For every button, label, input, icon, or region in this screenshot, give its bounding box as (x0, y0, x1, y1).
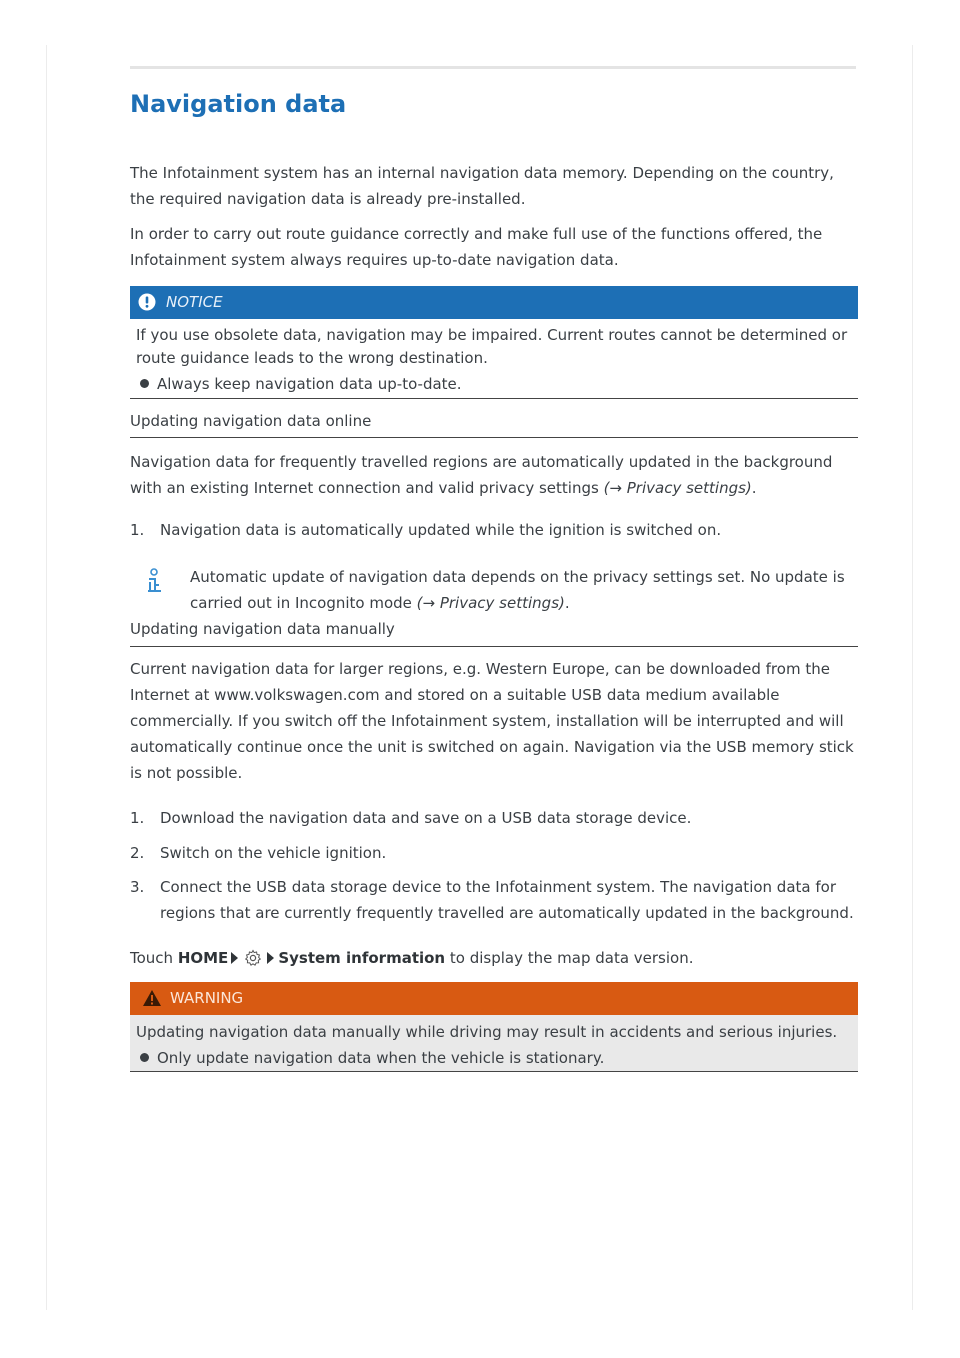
manual-step-number-1: 1. (130, 809, 145, 827)
manual-step-text-1: Download the navigation data and save on a USB data storage device. (160, 809, 692, 827)
manual-step-number-3: 3. (130, 878, 145, 896)
manual-step-text-3: Connect the USB data storage device to the Infotainment system. The navigation data for regions that are currently frequently travelled are automatically updated in the background. (160, 878, 854, 922)
intro-paragraph-2: In order to carry out route guidance correctly and make full use of the functions offered, the Infotainment system always requires up-to-date navigation data. (130, 225, 823, 269)
warning-bullet (140, 1047, 604, 1070)
bullet-dot (140, 1053, 149, 1062)
home-button-label[interactable]: HOME (177, 949, 229, 967)
section-rule-online (130, 437, 858, 438)
online-step-text-1: Navigation data is automatically updated while the ignition is switched on. (160, 521, 722, 539)
notice-bottom-rule (130, 398, 858, 399)
notice-bullet-text: Always keep navigation data up-to-date. (157, 375, 462, 393)
info-privacy-settings-link[interactable]: (→ Privacy settings) (416, 594, 565, 612)
notice-text: If you use obsolete data, navigation may be impaired. Current routes cannot be determined or route guidance leads to the wrong destination. (136, 326, 848, 367)
manual-paragraph: Current navigation data for larger regions, e.g. Western Europe, can be downloaded from the Internet at www.volkswagen.com and stored on a suitable USB data medium available commercially. If you switch off the Infotainment system, installation will be interrupted and will automatically continue once the unit is switched on again. Navigation via the USB memory stick is not possible. (130, 660, 854, 782)
info-note (190, 564, 858, 616)
bullet-dot (140, 379, 149, 388)
section-title-online: Updating navigation data online (130, 412, 372, 430)
chevron-right-icon (231, 952, 238, 964)
page-margin-left (46, 45, 47, 1310)
online-paragraph-end: . (751, 479, 757, 497)
warning-body (130, 1015, 858, 1072)
gear-icon[interactable] (244, 949, 262, 967)
notice-bullet (140, 373, 462, 396)
warning-label: WARNING (170, 989, 244, 1007)
touch-prefix: Touch (130, 949, 178, 967)
info-note-end: . (564, 594, 570, 612)
privacy-settings-link[interactable]: (→ Privacy settings) (603, 479, 752, 497)
manual-step-number-2: 2. (130, 844, 145, 862)
intro-paragraph-1: The Infotainment system has an internal navigation data memory. Depending on the country, the required navigation data is already pre-installed. (130, 164, 834, 208)
touch-suffix: to display the map data version. (445, 949, 694, 967)
warning-triangle-icon (142, 989, 162, 1007)
notice-header (130, 286, 858, 319)
manual-step-text-2: Switch on the vehicle ignition. (160, 844, 387, 862)
section-rule-manual (130, 646, 858, 647)
online-paragraph-text: Navigation data for frequently travelled regions are automatically updated in the background with an existing Internet connection and valid privacy settings (130, 453, 833, 497)
header-rule (130, 66, 856, 69)
info-note-text: Automatic update of navigation data depends on the privacy settings set. No update is carried out in Incognito mode (190, 568, 845, 612)
warning-header (130, 982, 858, 1015)
chevron-right-icon (267, 952, 274, 964)
touch-instruction (130, 946, 694, 970)
online-paragraph (130, 449, 858, 501)
section-title-manual: Updating navigation data manually (130, 620, 395, 638)
warning-bullet-text: Only update navigation data when the vehicle is stationary. (157, 1049, 605, 1067)
system-information-label[interactable]: System information (278, 949, 446, 967)
online-step-number-1: 1. (130, 521, 145, 539)
page-margin-right (912, 45, 913, 1310)
exclamation-circle-icon (138, 293, 156, 311)
warning-text: Updating navigation data manually while driving may result in accidents and serious injuries. (136, 1023, 838, 1041)
page-title: Navigation data (130, 90, 347, 118)
notice-label: NOTICE (166, 293, 223, 311)
info-icon (145, 568, 163, 594)
